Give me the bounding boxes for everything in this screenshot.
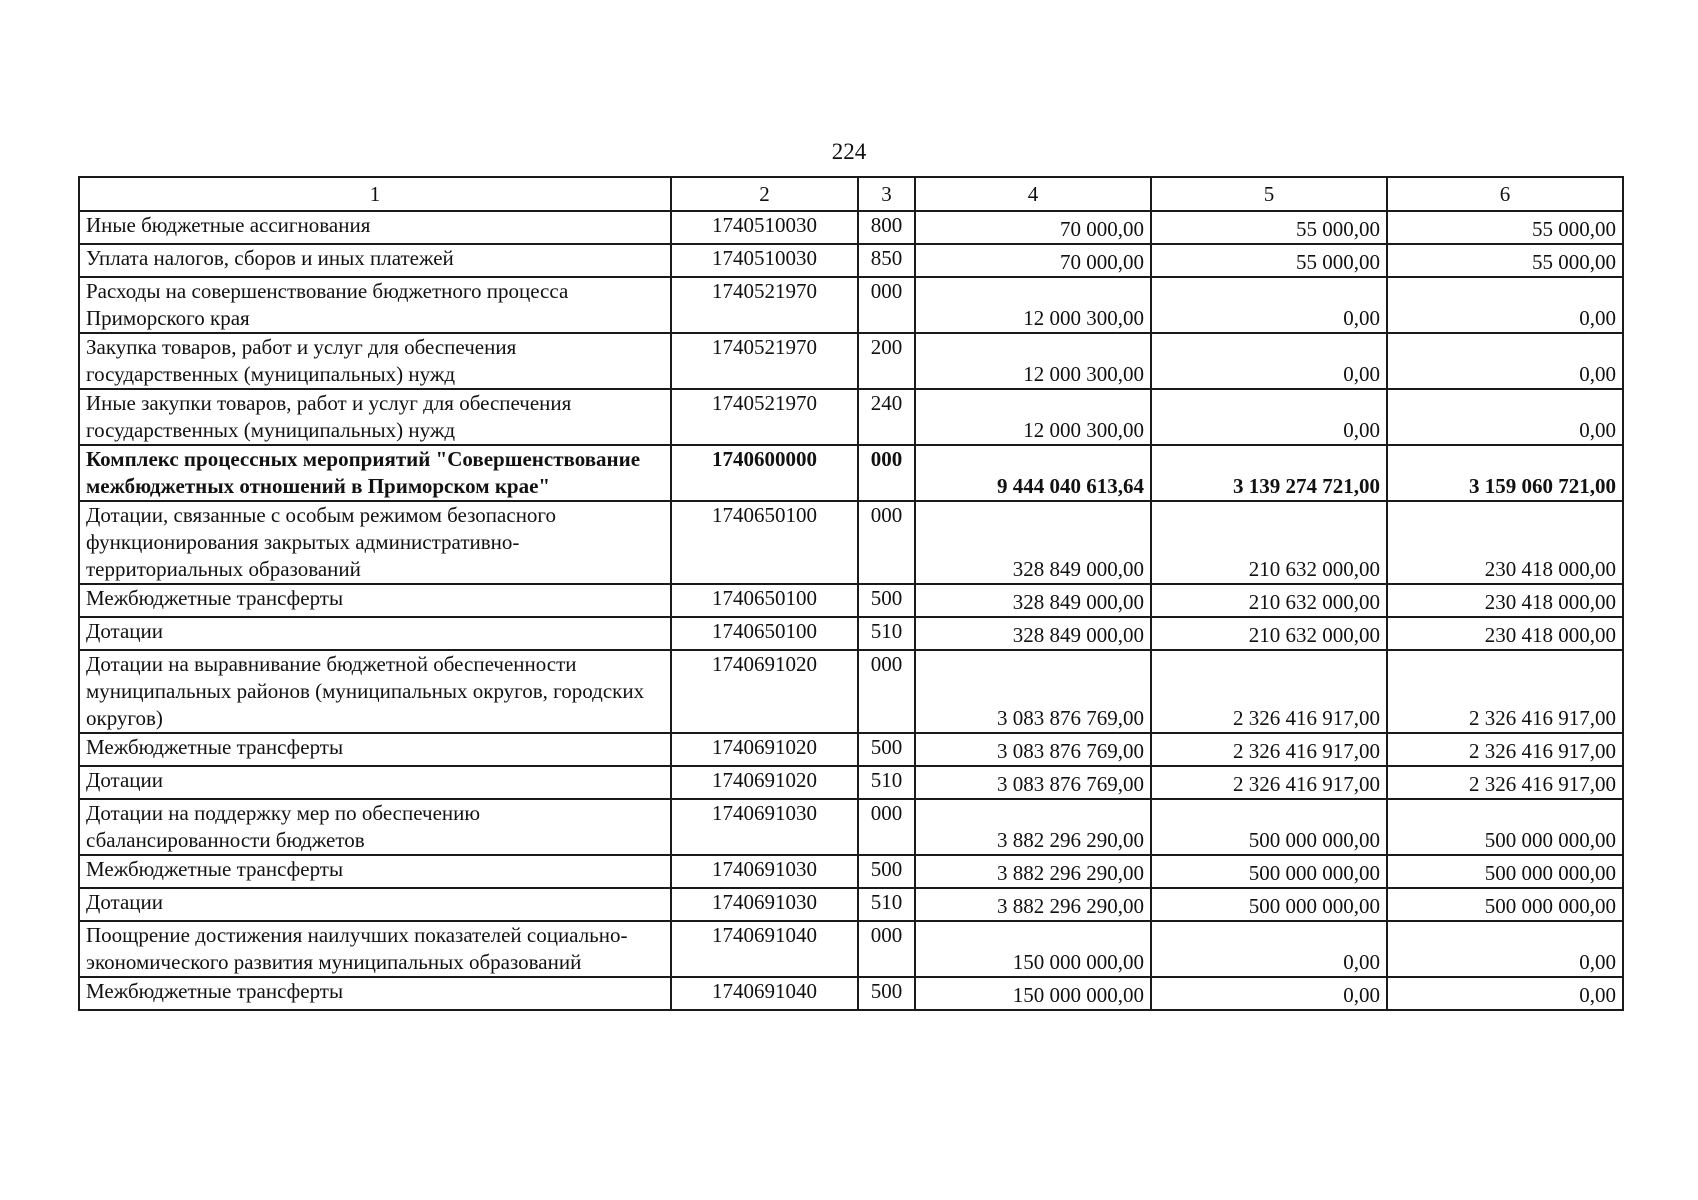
target-article-code-cell: 1740691030 — [671, 855, 858, 888]
amount-col5-cell: 0,00 — [1151, 333, 1387, 389]
expense-type-code-cell: 200 — [858, 333, 915, 389]
amount-col6-cell: 0,00 — [1387, 921, 1623, 977]
expense-name-cell: Дотации на поддержку мер по обеспечению сбалансированности бюджетов — [79, 799, 671, 855]
target-article-code-cell: 1740600000 — [671, 445, 858, 501]
expense-type-code-cell: 000 — [858, 277, 915, 333]
amount-col6-cell: 500 000 000,00 — [1387, 799, 1623, 855]
expense-name-cell: Поощрение достижения наилучших показателей социально-экономического развития муниципальных образований — [79, 921, 671, 977]
column-number-2: 2 — [671, 177, 858, 211]
amount-col5-cell: 500 000 000,00 — [1151, 799, 1387, 855]
expense-type-code-cell: 510 — [858, 888, 915, 921]
expense-type-code-cell: 510 — [858, 766, 915, 799]
amount-col4-cell: 12 000 300,00 — [915, 389, 1151, 445]
amount-col4-cell: 12 000 300,00 — [915, 277, 1151, 333]
target-article-code-cell: 1740691040 — [671, 921, 858, 977]
expense-type-code-cell: 000 — [858, 501, 915, 584]
amount-col6-cell: 2 326 416 917,00 — [1387, 766, 1623, 799]
target-article-code-cell: 1740521970 — [671, 277, 858, 333]
expense-name-cell: Дотации на выравнивание бюджетной обеспеченности муниципальных районов (муниципальных округов, городских округов) — [79, 650, 671, 733]
table-row — [79, 977, 1623, 1010]
amount-col4-cell: 3 882 296 290,00 — [915, 799, 1151, 855]
amount-col6-cell: 230 418 000,00 — [1387, 584, 1623, 617]
expense-name-cell: Иные бюджетные ассигнования — [79, 211, 671, 244]
table-row — [79, 211, 1623, 244]
amount-col5-cell: 2 326 416 917,00 — [1151, 766, 1387, 799]
amount-col5-cell: 210 632 000,00 — [1151, 584, 1387, 617]
expense-name-cell: Дотации — [79, 617, 671, 650]
expense-name-cell: Межбюджетные трансферты — [79, 977, 671, 1010]
amount-col4-cell: 3 882 296 290,00 — [915, 855, 1151, 888]
expense-name-cell: Уплата налогов, сборов и иных платежей — [79, 244, 671, 277]
expense-type-code-cell: 500 — [858, 733, 915, 766]
amount-col5-cell: 3 139 274 721,00 — [1151, 445, 1387, 501]
expense-name-cell: Закупка товаров, работ и услуг для обеспечения государственных (муниципальных) нужд — [79, 333, 671, 389]
amount-col5-cell: 55 000,00 — [1151, 244, 1387, 277]
expense-type-code-cell: 000 — [858, 799, 915, 855]
expense-name-cell: Межбюджетные трансферты — [79, 733, 671, 766]
table-row — [79, 244, 1623, 277]
budget-table — [78, 176, 1624, 1011]
column-number-header-row — [79, 177, 1623, 211]
expense-name-cell: Расходы на совершенствование бюджетного процесса Приморского края — [79, 277, 671, 333]
amount-col5-cell: 500 000 000,00 — [1151, 888, 1387, 921]
amount-col4-cell: 3 882 296 290,00 — [915, 888, 1151, 921]
column-number-6: 6 — [1387, 177, 1623, 211]
amount-col4-cell: 9 444 040 613,64 — [915, 445, 1151, 501]
amount-col4-cell: 328 849 000,00 — [915, 501, 1151, 584]
table-row — [79, 389, 1623, 445]
amount-col6-cell: 0,00 — [1387, 389, 1623, 445]
expense-type-code-cell: 850 — [858, 244, 915, 277]
target-article-code-cell: 1740691040 — [671, 977, 858, 1010]
expense-type-code-cell: 500 — [858, 584, 915, 617]
amount-col5-cell: 0,00 — [1151, 977, 1387, 1010]
target-article-code-cell: 1740691030 — [671, 888, 858, 921]
table-row — [79, 855, 1623, 888]
amount-col6-cell: 3 159 060 721,00 — [1387, 445, 1623, 501]
table-row — [79, 888, 1623, 921]
expense-type-code-cell: 800 — [858, 211, 915, 244]
table-row — [79, 766, 1623, 799]
expense-type-code-cell: 000 — [858, 445, 915, 501]
column-number-5: 5 — [1151, 177, 1387, 211]
amount-col6-cell: 55 000,00 — [1387, 211, 1623, 244]
amount-col5-cell: 500 000 000,00 — [1151, 855, 1387, 888]
amount-col5-cell: 0,00 — [1151, 277, 1387, 333]
expense-name-cell: Дотации — [79, 888, 671, 921]
target-article-code-cell: 1740510030 — [671, 244, 858, 277]
amount-col6-cell: 55 000,00 — [1387, 244, 1623, 277]
amount-col5-cell: 2 326 416 917,00 — [1151, 650, 1387, 733]
table-row — [79, 733, 1623, 766]
amount-col4-cell: 3 083 876 769,00 — [915, 766, 1151, 799]
table-row — [79, 445, 1623, 501]
expense-type-code-cell: 240 — [858, 389, 915, 445]
target-article-code-cell: 1740691020 — [671, 733, 858, 766]
amount-col6-cell: 230 418 000,00 — [1387, 617, 1623, 650]
column-number-3: 3 — [858, 177, 915, 211]
column-number-4: 4 — [915, 177, 1151, 211]
amount-col4-cell: 70 000,00 — [915, 244, 1151, 277]
amount-col5-cell: 2 326 416 917,00 — [1151, 733, 1387, 766]
target-article-code-cell: 1740510030 — [671, 211, 858, 244]
target-article-code-cell: 1740691020 — [671, 766, 858, 799]
page-number: 224 — [831, 139, 867, 164]
amount-col6-cell: 2 326 416 917,00 — [1387, 733, 1623, 766]
expense-type-code-cell: 510 — [858, 617, 915, 650]
amount-col4-cell: 12 000 300,00 — [915, 333, 1151, 389]
amount-col4-cell: 3 083 876 769,00 — [915, 650, 1151, 733]
target-article-code-cell: 1740691030 — [671, 799, 858, 855]
target-article-code-cell: 1740521970 — [671, 389, 858, 445]
amount-col5-cell: 55 000,00 — [1151, 211, 1387, 244]
target-article-code-cell: 1740650100 — [671, 584, 858, 617]
table-row — [79, 277, 1623, 333]
amount-col6-cell: 0,00 — [1387, 977, 1623, 1010]
table-row — [79, 584, 1623, 617]
column-number-1: 1 — [79, 177, 671, 211]
amount-col6-cell: 500 000 000,00 — [1387, 855, 1623, 888]
amount-col4-cell: 3 083 876 769,00 — [915, 733, 1151, 766]
amount-col5-cell: 210 632 000,00 — [1151, 617, 1387, 650]
amount-col5-cell: 210 632 000,00 — [1151, 501, 1387, 584]
expense-type-code-cell: 500 — [858, 855, 915, 888]
expense-name-cell: Межбюджетные трансферты — [79, 855, 671, 888]
amount-col4-cell: 328 849 000,00 — [915, 617, 1151, 650]
amount-col4-cell: 150 000 000,00 — [915, 921, 1151, 977]
target-article-code-cell: 1740691020 — [671, 650, 858, 733]
table-row — [79, 921, 1623, 977]
table-row — [79, 799, 1623, 855]
target-article-code-cell: 1740650100 — [671, 501, 858, 584]
expense-name-cell: Дотации, связанные с особым режимом безопасного функционирования закрытых административно-территориальных образований — [79, 501, 671, 584]
table-row — [79, 333, 1623, 389]
expense-name-cell: Дотации — [79, 766, 671, 799]
amount-col4-cell: 70 000,00 — [915, 211, 1151, 244]
target-article-code-cell: 1740521970 — [671, 333, 858, 389]
table-row — [79, 617, 1623, 650]
amount-col6-cell: 0,00 — [1387, 277, 1623, 333]
amount-col5-cell: 0,00 — [1151, 921, 1387, 977]
amount-col4-cell: 150 000 000,00 — [915, 977, 1151, 1010]
amount-col6-cell: 230 418 000,00 — [1387, 501, 1623, 584]
budget-table-body — [79, 177, 1623, 1010]
amount-col4-cell: 328 849 000,00 — [915, 584, 1151, 617]
amount-col6-cell: 500 000 000,00 — [1387, 888, 1623, 921]
expense-type-code-cell: 500 — [858, 977, 915, 1010]
expense-type-code-cell: 000 — [858, 921, 915, 977]
target-article-code-cell: 1740650100 — [671, 617, 858, 650]
table-row — [79, 501, 1623, 584]
expense-name-cell: Межбюджетные трансферты — [79, 584, 671, 617]
amount-col6-cell: 0,00 — [1387, 333, 1623, 389]
expense-name-cell: Комплекс процессных мероприятий "Совершенствование межбюджетных отношений в Приморском крае" — [79, 445, 671, 501]
expense-type-code-cell: 000 — [858, 650, 915, 733]
expense-name-cell: Иные закупки товаров, работ и услуг для обеспечения государственных (муниципальных) нужд — [79, 389, 671, 445]
amount-col5-cell: 0,00 — [1151, 389, 1387, 445]
table-row — [79, 650, 1623, 733]
amount-col6-cell: 2 326 416 917,00 — [1387, 650, 1623, 733]
